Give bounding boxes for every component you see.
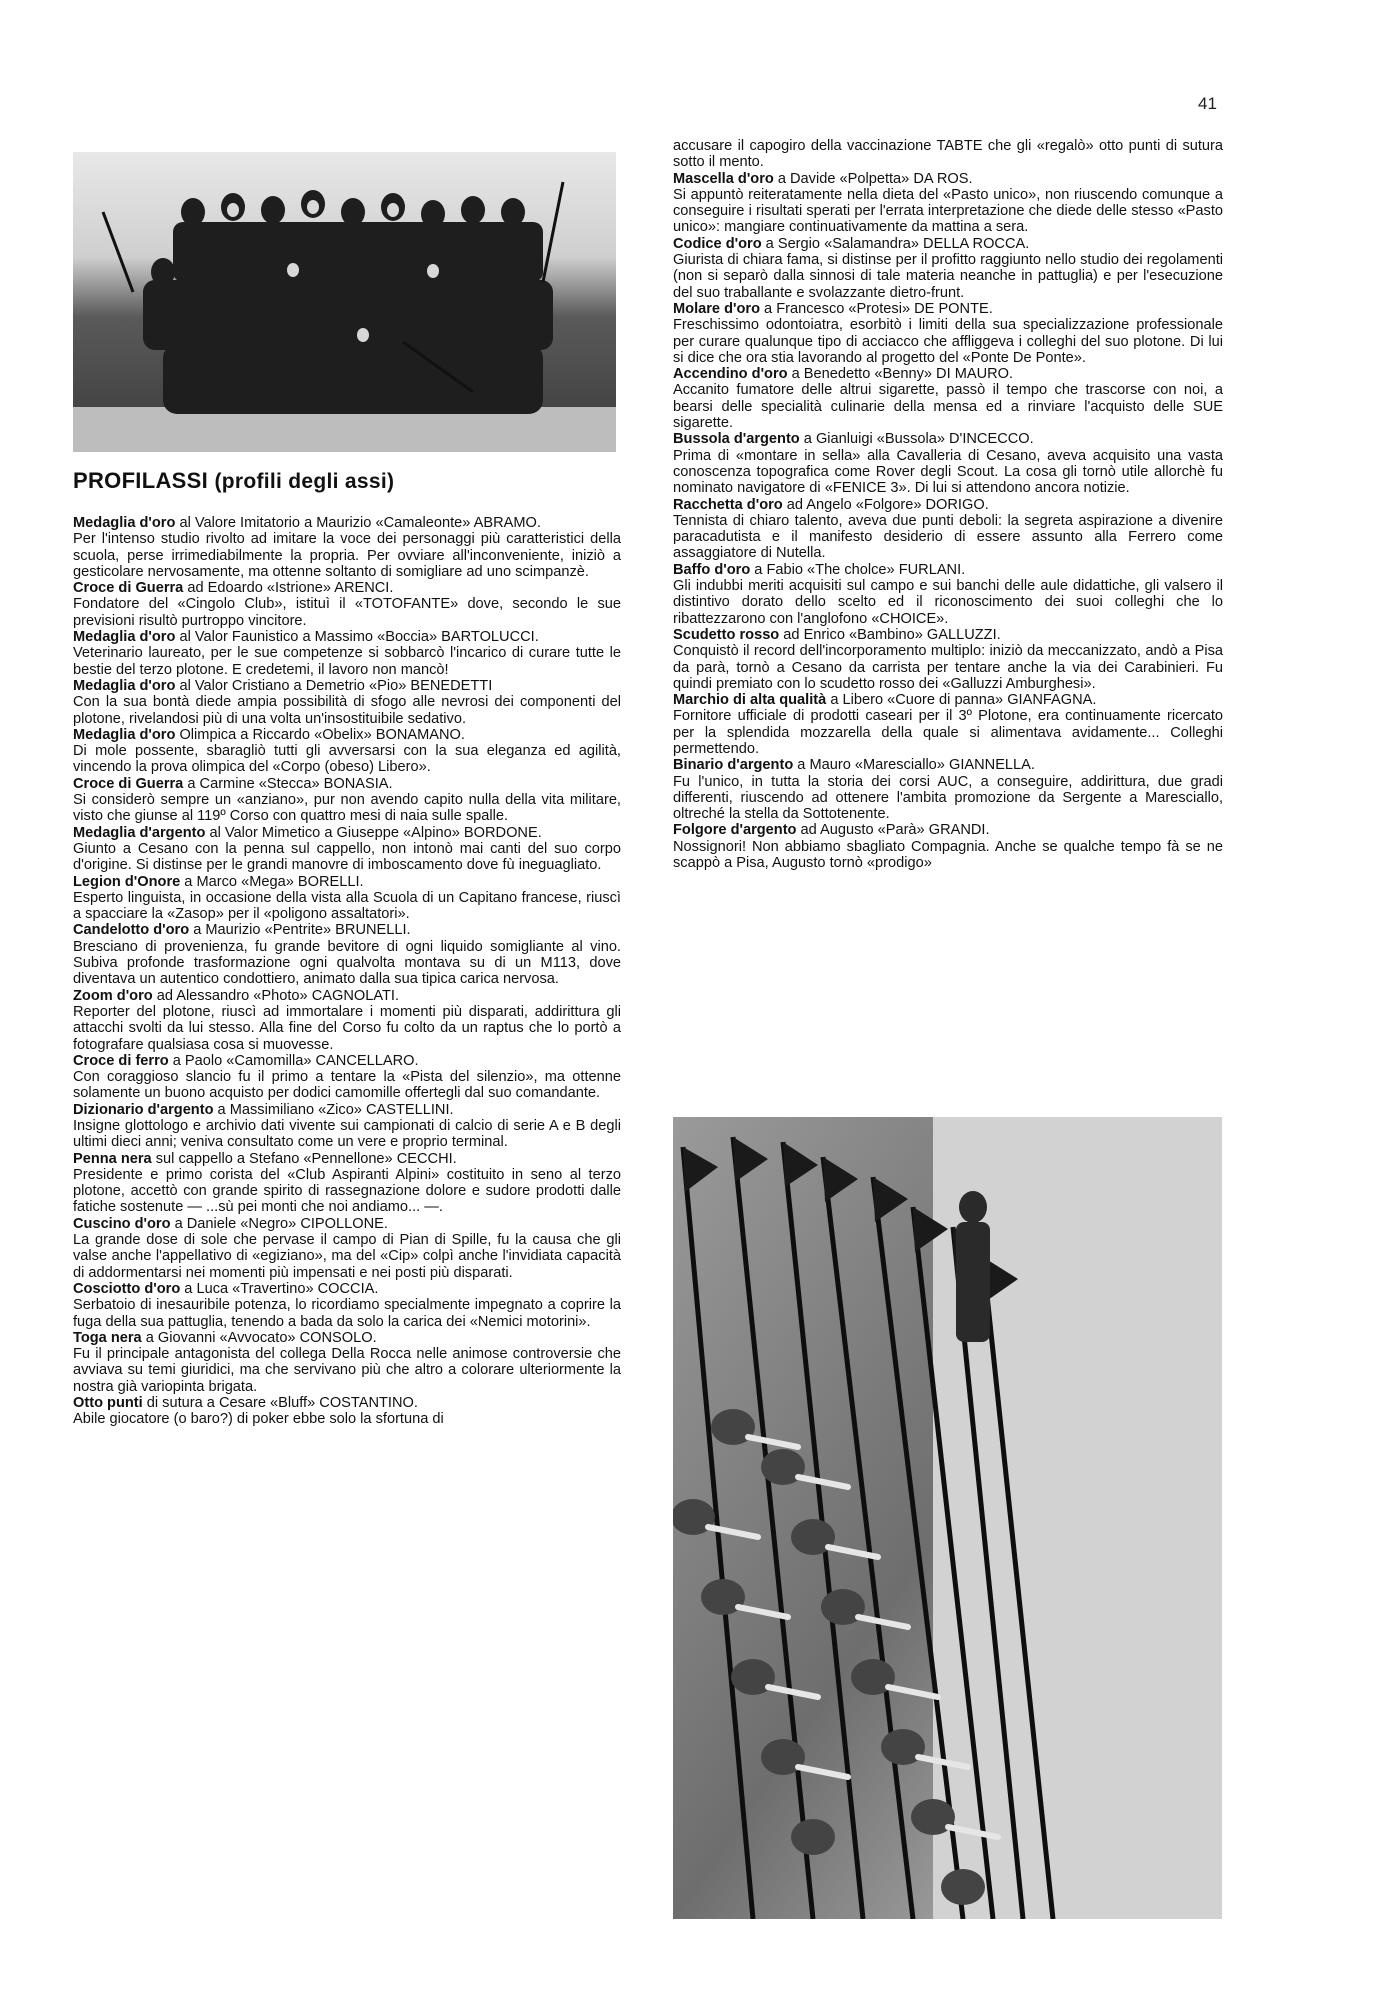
- entry-text: Tennista di chiaro talento, aveva due punti deboli: la segreta aspirazione a divenire paracadutista e il manifesto desiderio di essere assunto alla Ferrero come assaggiatore di Nutella.: [673, 512, 1223, 562]
- award-recipient: a Marco «Mega» BORELLI.: [180, 873, 364, 890]
- entry-heading: [73, 776, 621, 792]
- entry-text: Veterinario laureato, per le sue competenze si sobbarcò l'incarico di curare tutte le bestie del terzo plotone. E credetemi, il lavoro non mancò!: [73, 645, 621, 678]
- entry-heading: [73, 825, 621, 841]
- entry-text: Nossignori! Non abbiamo sbagliato Compagnia. Anche se qualche tempo fà se ne scappò a Pisa, Augusto tornò «prodigo»: [673, 838, 1223, 872]
- entry-text: Per l'intenso studio rivolto ad imitare la voce dei personaggi più caratteristici della scuola, perse irrimediabilmente la propria. Per ovviare all'inconveniente, iniziò a gesticolare nervosamente, ma ottenne soltanto di somigliare ad uno scimpanzè.: [73, 531, 621, 580]
- entry-heading: [673, 627, 1223, 643]
- entry-heading: [673, 236, 1223, 252]
- entry-heading: [73, 1053, 621, 1069]
- profile-entry: [73, 922, 621, 987]
- profile-entry: [73, 1151, 621, 1216]
- award-recipient: sul cappello a Stefano «Pennellone» CECCHI.: [151, 1150, 457, 1167]
- profile-entry: [673, 301, 1223, 366]
- award-recipient: a Luca «Travertino» COCCIA.: [180, 1280, 379, 1297]
- section-subtitle: (profili degli assi): [214, 470, 395, 493]
- section-title: [73, 468, 394, 494]
- entry-text: Giunto a Cesano con la penna sul cappello, non intonò mai canti del suo corpo d'origine. Si distinse per le grandi manovre di imboscamento dove fù ineguagliato.: [73, 840, 621, 874]
- profile-entry: [73, 776, 621, 825]
- profile-entry: [73, 678, 621, 727]
- award-name: Medaglia d'oro: [73, 515, 176, 531]
- award-recipient: ad Angelo «Folgore» DORIGO.: [782, 496, 989, 513]
- award-name: Zoom d'oro: [73, 987, 153, 1004]
- award-recipient: a Libero «Cuore di panna» GIANFAGNA.: [826, 692, 1097, 709]
- entry-text: Insigne glottologo e archivio dati vivente sui campionati di calcio di serie A e B degli ultimi dieci anni; veniva consultato come un vere e proprio terminal.: [73, 1117, 621, 1151]
- entry-heading: [73, 874, 621, 890]
- profile-entry: [673, 236, 1223, 301]
- award-recipient: Olimpica a Riccardo «Obelix» BONAMANO.: [175, 726, 465, 743]
- award-name: Cuscino d'oro: [73, 1215, 171, 1232]
- entry-text: accusare il capogiro della vaccinazione TABTE che gli «regalò» otto punti di sutura sotto il mento.: [673, 138, 1223, 171]
- profile-entry: [73, 825, 621, 874]
- entry-heading: [673, 692, 1223, 708]
- profile-entry: [673, 497, 1223, 562]
- award-recipient: a Francesco «Protesi» DE PONTE.: [760, 300, 993, 317]
- entry-text: Fornitore ufficiale di prodotti caseari per il 3º Plotone, era continuamente ricercato per la splendida mozzarella della quale si alimentava avidamente... Colleghi permettendo.: [673, 708, 1223, 757]
- entry-text: Si appuntò reiteratamente nella dieta del «Pasto unico», non riuscendo comunque a conseguire i risultati sperati per l'errata interpretazione che diede delle stesso «Pasto unico»: mangiare continuativamente da mattina a sera.: [673, 186, 1223, 236]
- award-recipient: ad Augusto «Parà» GRANDI.: [796, 822, 990, 839]
- entry-text: Giurista di chiara fama, si distinse per il profitto raggiunto nello studio dei regolamenti (non si separò dalla sinnosi di tale materia neanche in pattuglia) e per l'esecuzione del suo traballante e svolazzante dietro-frunt.: [673, 252, 1223, 301]
- entry-heading: [73, 629, 621, 645]
- award-name: Croce di Guerra: [73, 580, 184, 597]
- profile-entry: [673, 431, 1223, 496]
- profile-entry: [73, 515, 621, 580]
- entry-text: Fu il principale antagonista del collega Della Rocca nelle animose controversie che avviava su temi giuridici, ma che servivano più che altro a colorare ulteriormente la nostra già variopinta brigata.: [73, 1346, 621, 1395]
- profile-entry: [673, 171, 1223, 236]
- award-name: Marchio di alta qualità: [673, 692, 827, 709]
- entry-text: Fu l'unico, in tutta la storia dei corsi AUC, a conseguire, addirittura, due gradi differenti, riuscendo ad ottenere l'ambita promozione da Sergente a Maresciallo, oltreché la stella da Sottotenente.: [673, 773, 1223, 823]
- award-name: Mascella d'oro: [673, 170, 774, 187]
- entry-text: Gli indubbi meriti acquisiti sul campo e sui banchi delle aule didattiche, gli valsero il distintivo dorato dello scelto ed il riconoscimento dei suoi colleghi che lo ribattezzarono con l'anglofono «CHOICE».: [673, 578, 1223, 627]
- profile-entry: [73, 629, 621, 678]
- entry-heading: [73, 1151, 621, 1167]
- award-recipient: al Valore Imitatorio a Maurizio «Camaleonte» ABRAMO.: [175, 515, 541, 531]
- award-name: Codice d'oro: [673, 235, 762, 252]
- entry-text: Si considerò sempre un «anziano», pur non avendo capito nulla della vita militare, visto che giunse al 119º Corso con quattro mesi di naia sulle spalle.: [73, 792, 621, 825]
- entry-text: Serbatoio di inesauribile potenza, lo ricordiamo specialmente impegnato a coprire la fuga della sua pattuglia, tenendo a bada da solo la carica dei «Nemici motorini».: [73, 1297, 621, 1330]
- award-name: Medaglia d'argento: [73, 824, 206, 841]
- award-recipient: a Davide «Polpetta» DA ROS.: [773, 170, 973, 187]
- award-name: Croce di ferro: [73, 1052, 169, 1069]
- entry-text: Freschissimo odontoiatra, esorbitò i limiti della sua specializzazione professionale per curare qualunque tipo di acciacco che affliggeva i colleghi del suo plotone. Di lui si dice che ora stia lavorando al progetto del «Ponte De Ponte».: [673, 317, 1223, 366]
- award-recipient: a Benedetto «Benny» DI MAURO.: [787, 366, 1014, 383]
- entry-text: Conquistò il record dell'incorporamento multiplo: iniziò da meccanizzato, andò a Pisa da parà, tornò a Cesano da carrista per tentare anche la via dei Carabinieri. Fu quindi premiato con lo scudetto rosso dei «Galluzzi Amburghesi».: [673, 643, 1223, 692]
- profile-entry: [73, 1053, 621, 1102]
- award-name: Binario d'argento: [673, 757, 794, 774]
- award-name: Medaglia d'oro: [73, 726, 176, 743]
- entry-heading: [73, 922, 621, 938]
- profile-entry: [673, 822, 1223, 871]
- entry-text: La grande dose di sole che pervase il campo di Pian di Spille, fu la causa che gli valse anche l'appellativo di «egiziano», ma del «Cip» colpì anche l'invidiata capacità di addormentarsi nei momenti più impensati e nei posti più disparati.: [73, 1232, 621, 1281]
- award-recipient: ad Enrico «Bambino» GALLUZZI.: [779, 626, 1001, 643]
- group-photo-soldiers: [73, 152, 616, 452]
- entry-heading: [73, 1395, 621, 1411]
- award-recipient: a Fabio «The cholce» FURLANI.: [750, 561, 966, 578]
- profile-entry: [73, 1216, 621, 1281]
- award-recipient: a Carmine «Stecca» BONASIA.: [183, 775, 393, 792]
- page-number: 41: [1198, 94, 1217, 113]
- award-name: Racchetta d'oro: [673, 496, 783, 513]
- award-name: Dizionario d'argento: [73, 1101, 214, 1118]
- profile-entry: [673, 627, 1223, 692]
- entry-text: Con coraggioso slancio fu il primo a tentare la «Pista del silenzio», ma ottenne solamente un buono acquisto per dodici camomille offertegli dal suo comandante.: [73, 1069, 621, 1102]
- profile-entry: [73, 727, 621, 776]
- award-name: Medaglia d'oro: [73, 677, 176, 694]
- award-recipient: a Paolo «Camomilla» CANCELLARO.: [168, 1052, 419, 1069]
- profile-entry: [673, 138, 1223, 171]
- entry-text: Di mole possente, sbaragliò tutti gli avversarsi con la sua eleganza ed agilità, vincendo la prova olimpica del «Corpo (obeso) Libero».: [73, 743, 621, 776]
- entry-heading: [73, 1102, 621, 1118]
- award-name: Folgore d'argento: [673, 822, 797, 839]
- entry-heading: [73, 515, 621, 531]
- section-title-main: PROFILASSI: [73, 468, 209, 493]
- award-name: Croce di Guerra: [73, 775, 184, 792]
- entry-heading: [73, 1330, 621, 1346]
- profile-entry: [673, 757, 1223, 822]
- profile-entry: [73, 580, 621, 629]
- award-name: Otto punti: [73, 1395, 143, 1412]
- entry-text: Abile giocatore (o baro?) di poker ebbe solo la sfortuna di: [73, 1411, 444, 1428]
- entry-heading: [73, 1216, 621, 1232]
- entry-heading: [673, 301, 1223, 317]
- profile-entry: [73, 1281, 621, 1330]
- award-recipient: al Valor Faunistico a Massimo «Boccia» BARTOLUCCI.: [175, 629, 539, 646]
- award-recipient: a Maurizio «Pentrite» BRUNELLI.: [189, 922, 411, 939]
- entry-text: Con la sua bontà diede ampia possibilità di sfogo alle nevrosi dei componenti del plotone, rivelandosi più di una volta un'insostituibile sedativo.: [73, 694, 621, 727]
- award-name: Molare d'oro: [673, 300, 760, 317]
- entry-text: Reporter del plotone, riuscì ad immortalare i momenti più disparati, addirittura gli attacchi svolti da lui stesso. Alla fine del Corso fu colto da un raptus che lo portò a fotografare qualsiasa cosa si muovesse.: [73, 1003, 621, 1053]
- award-name: Scudetto rosso: [673, 626, 780, 643]
- award-recipient: a Mauro «Maresciallo» GIANNELLA.: [793, 757, 1035, 774]
- award-recipient: a Massimiliano «Zico» CASTELLINI.: [213, 1101, 454, 1118]
- award-recipient: a Sergio «Salamandra» DELLA ROCCA.: [761, 235, 1030, 252]
- award-name: Medaglia d'oro: [73, 629, 176, 646]
- group-photo-image: [73, 152, 616, 452]
- award-name: Candelotto d'oro: [73, 922, 190, 939]
- profile-entry: [73, 1330, 621, 1395]
- profile-entry: [673, 562, 1223, 627]
- award-recipient: a Gianluigi «Bussola» D'INCECCO.: [799, 431, 1034, 448]
- award-name: Cosciotto d'oro: [73, 1280, 181, 1297]
- award-name: Bussola d'argento: [673, 431, 800, 448]
- award-name: Legion d'Onore: [73, 873, 181, 890]
- award-recipient: al Valor Mimetico a Giuseppe «Alpino» BORDONE.: [205, 824, 542, 841]
- entry-text: Fondatore del «Cingolo Club», istituì il «TOTOFANTE» dove, secondo le sue previsioni risultò purtroppo vincitore.: [73, 596, 621, 629]
- profile-entry: [73, 1102, 621, 1151]
- entry-heading: [73, 580, 621, 596]
- left-column: [73, 515, 621, 1428]
- parade-photo-image: [673, 1117, 1222, 1919]
- entry-heading: [673, 497, 1223, 513]
- entry-heading: [73, 678, 621, 694]
- award-name: Toga nera: [73, 1329, 142, 1346]
- entry-heading: [73, 1281, 621, 1297]
- profile-entry: [73, 874, 621, 923]
- award-name: Penna nera: [73, 1150, 152, 1167]
- award-recipient: a Daniele «Negro» CIPOLLONE.: [170, 1215, 388, 1232]
- entry-heading: [673, 366, 1223, 382]
- right-column: [673, 138, 1223, 871]
- entry-heading: [73, 727, 621, 743]
- award-recipient: ad Edoardo «Istrione» ARENCI.: [183, 580, 394, 597]
- entry-heading: [673, 171, 1223, 187]
- entry-heading: [673, 562, 1223, 578]
- entry-heading: [673, 757, 1223, 773]
- award-recipient: a Giovanni «Avvocato» CONSOLO.: [141, 1329, 377, 1346]
- entry-heading: [673, 431, 1223, 447]
- entry-text: Bresciano di provenienza, fu grande bevitore di ogni liquido somigliante al vino. Subiva profonde trasformazione ogni qualvolta montava su di un M113, dove diventava un autentico condottiero, animato dalla sua tipica carica nervosa.: [73, 938, 621, 988]
- profile-entry: [673, 692, 1223, 757]
- award-name: Accendino d'oro: [673, 366, 788, 383]
- profile-entry: [73, 988, 621, 1053]
- award-name: Baffo d'oro: [673, 561, 751, 578]
- profile-entry: [673, 366, 1223, 431]
- entry-text: Presidente e primo corista del «Club Aspiranti Alpini» costituito in seno al terzo plotone, accettò con grande spirito di rassegnazione dolore e sudore prodotti dalle fatiche sostenute — ...sù pei monti che noi andiamo... —.: [73, 1166, 621, 1216]
- award-recipient: al Valor Cristiano a Demetrio «Pio» BENEDETTI: [175, 677, 493, 694]
- entry-heading: [673, 822, 1223, 838]
- entry-text: Accanito fumatore delle altrui sigarette, passò il tempo che trascorse con noi, a bearsi delle specialità culinarie della mensa ed a rinviare l'acquisto delle SUE sigarette.: [673, 382, 1223, 432]
- parade-photo: [673, 1117, 1222, 1919]
- entry-text: Prima di «montare in sella» alla Cavalleria di Cesano, aveva acquisito una vasta conoscenza topografica come Rover degli Scout. La cosa gli tornò utile allorchè fu nominato navigatore di «FENICE 3». Di lui si attendono ancora notizie.: [673, 447, 1223, 497]
- award-recipient: di sutura a Cesare «Bluff» COSTANTINO.: [142, 1395, 418, 1412]
- entry-text: Esperto linguista, in occasione della vista alla Scuola di un Capitano francese, riuscì a spacciare la «Zasop» per il «poligono assaltatori».: [73, 889, 621, 923]
- profile-entry: [73, 1395, 621, 1428]
- award-recipient: ad Alessandro «Photo» CAGNOLATI.: [152, 987, 400, 1004]
- entry-heading: [73, 988, 621, 1004]
